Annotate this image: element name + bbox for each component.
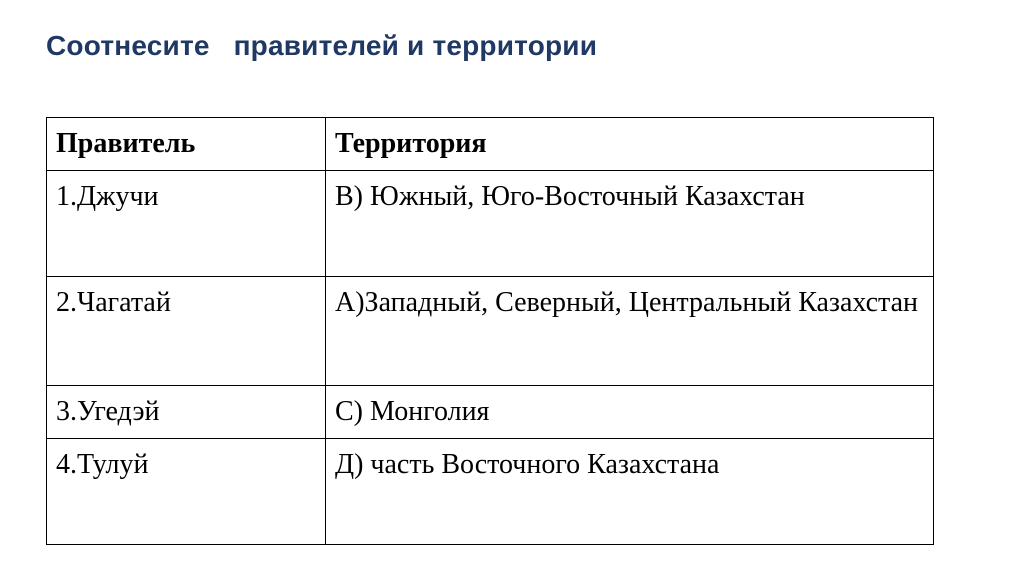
ruler-cell: 3.Угедэй <box>47 386 326 439</box>
table-row <box>47 386 934 439</box>
territory-cell: А)Западный, Северный, Центральный Казахстан <box>326 277 934 386</box>
ruler-cell: 4.Тулуй <box>47 439 326 545</box>
header-territory: Территория <box>326 118 934 171</box>
ruler-cell: 1.Джучи <box>47 171 326 277</box>
header-ruler: Правитель <box>47 118 326 171</box>
territory-cell: С) Монголия <box>326 386 934 439</box>
territory-cell: Д) часть Восточного Казахстана <box>326 439 934 545</box>
table-row <box>47 171 934 277</box>
matching-table <box>46 117 934 545</box>
ruler-cell: 2.Чагатай <box>47 277 326 386</box>
table-header-row <box>47 118 934 171</box>
table-row <box>47 439 934 545</box>
slide-title: Соотнесите правителей и территории <box>46 30 598 61</box>
table-row <box>47 277 934 386</box>
territory-cell: В) Южный, Юго-Восточный Казахстан <box>326 171 934 277</box>
